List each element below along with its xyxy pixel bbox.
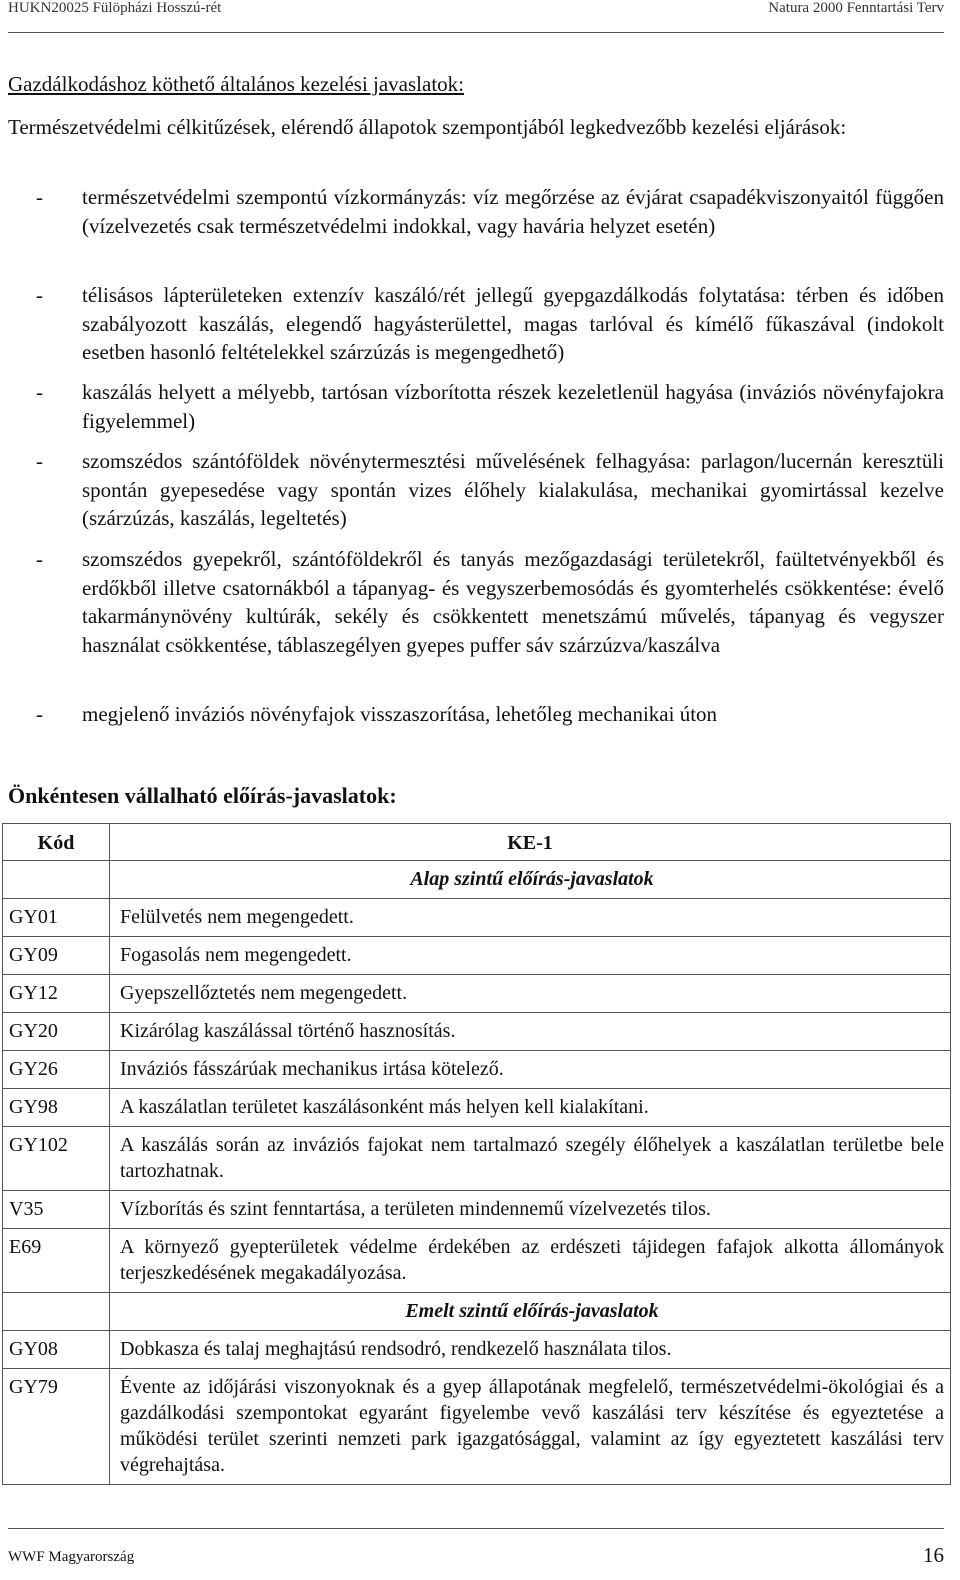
row-text: Dobkasza és talaj meghajtású rendsodró, rendkezelő használata tilos.	[110, 1331, 951, 1369]
bullet-dash: -	[36, 380, 43, 404]
list-item-text: szomszédos gyepekről, szántóföldekről és tanyás mezőgazdasági területekről, faültetvényekből és erdőkből illetve csatornákból a tápanyag- és vegyszerbemosódás és gyomterhelés csökkentése: évelő takarmánynövény kultúrák, sekély és csökkentett menetszámú művelés, tápanyag és vegyszer használat csökkentése, táblaszegélyen gyepes puffer sáv szárzúzva/kaszálva	[82, 547, 944, 657]
table-subheader-basic	[3, 861, 951, 899]
bullet-dash: -	[36, 283, 43, 307]
basic-proposals-title: Alap szintű előírás-javaslatok	[110, 861, 951, 899]
row-code: GY79	[3, 1369, 110, 1485]
table-row	[3, 899, 951, 937]
column-header-code-value: KE-1	[110, 824, 951, 861]
section-title: Gazdálkodáshoz köthető általános kezelési javaslatok:	[8, 72, 465, 96]
header-document-type: Natura 2000 Fenntartási Terv	[768, 0, 944, 16]
list-item	[8, 545, 944, 659]
row-code: GY98	[3, 1089, 110, 1127]
row-text: Kizárólag kaszálással történő hasznosítás.	[110, 1013, 951, 1051]
row-code: GY26	[3, 1051, 110, 1089]
voluntary-proposals-title: Önkéntesen vállalható előírás-javaslatok:	[8, 783, 397, 808]
header-document-id: HUKN20025 Fülöpházi Hosszú-rét	[8, 0, 222, 16]
row-text: Vízborítás és szint fenntartása, a területen mindennemű vízelvezetés tilos.	[110, 1191, 951, 1229]
table-row	[3, 975, 951, 1013]
table-row	[3, 1331, 951, 1369]
page-footer	[8, 1528, 944, 1573]
row-code: GY01	[3, 899, 110, 937]
list-item	[8, 700, 944, 729]
bullet-dash: -	[36, 185, 43, 209]
bullet-dash: -	[36, 449, 43, 473]
table-row	[3, 1013, 951, 1051]
bullet-dash: -	[36, 547, 43, 571]
table-row	[3, 937, 951, 975]
table-row	[3, 1127, 951, 1191]
row-text: Gyepszellőztetés nem megengedett.	[110, 975, 951, 1013]
row-text: Fogasolás nem megengedett.	[110, 937, 951, 975]
list-item-text: szomszédos szántóföldek növénytermesztési művelésének felhagyása: parlagon/lucernán keresztüli spontán gyepesedése vagy spontán vizes élőhely kialakulása, mechanikai gyomirtással kezelve (szárzúzás, kaszálás, legeltetés)	[82, 449, 944, 530]
row-text: A kaszálatlan területet kaszálásonként más helyen kell kialakítani.	[110, 1089, 951, 1127]
list-item-text: természetvédelmi szempontú vízkormányzás: víz megőrzése az évjárat csapadékviszonyaitól függően (vízelvezetés csak természetvédelmi indokkal, vagy havária helyzet esetén)	[82, 185, 944, 238]
intro-paragraph: Természetvédelmi célkitűzések, elérendő állapotok szempontjából legkedvezőbb kezelési eljárások:	[8, 115, 847, 139]
row-text: Felülvetés nem megengedett.	[110, 899, 951, 937]
row-code: GY08	[3, 1331, 110, 1369]
row-text: Inváziós fásszárúak mechanikus irtása kötelező.	[110, 1051, 951, 1089]
list-item	[8, 378, 944, 435]
row-code: GY20	[3, 1013, 110, 1051]
list-item-text: kaszálás helyett a mélyebb, tartósan vízborította részek kezeletlenül hagyása (inváziós növényfajokra figyelemmel)	[82, 380, 944, 433]
row-code: GY09	[3, 937, 110, 975]
table-subheader-advanced	[3, 1293, 951, 1331]
list-item	[8, 183, 944, 240]
proposals-table	[2, 823, 951, 1485]
footer-organization: WWF Magyarország	[8, 1549, 135, 1565]
row-text: A környező gyepterületek védelme érdekében az erdészeti tájidegen fafajok alkotta állományok terjeszkedésének megakadályozása.	[110, 1229, 951, 1293]
table-row	[3, 1089, 951, 1127]
list-item-text: megjelenő inváziós növényfajok visszaszorítása, lehetőleg mechanikai úton	[82, 702, 718, 726]
table-row	[3, 1369, 951, 1485]
table-row	[3, 1191, 951, 1229]
table-row	[3, 1229, 951, 1293]
advanced-proposals-title: Emelt szintű előírás-javaslatok	[110, 1293, 951, 1331]
list-item	[8, 447, 944, 533]
bullet-dash: -	[36, 702, 43, 726]
row-code: V35	[3, 1191, 110, 1229]
row-code: E69	[3, 1229, 110, 1293]
column-header-code: Kód	[3, 824, 110, 861]
row-text: Évente az időjárási viszonyoknak és a gyep állapotának megfelelő, természetvédelmi-ökológiai és a gazdálkodási szempontokat egyaránt figyelembe vevő kaszálási terv készítése és egyeztetése a működési terület szerinti nemzeti park igazgatósággal, valamint az így egyeztetett kaszálási terv végrehajtása.	[110, 1369, 951, 1485]
table-row	[3, 1051, 951, 1089]
row-text: A kaszálás során az inváziós fajokat nem tartalmazó szegély élőhelyek a kaszálatlan területbe bele tartozhatnak.	[110, 1127, 951, 1191]
list-item-text: télisásos lápterületeken extenzív kaszáló/rét jellegű gyepgazdálkodás folytatása: térben és időben szabályozott kaszálás, elegendő hagyásterülettel, magas tarlóval és kímélő fűkaszával (indokolt esetben hasonló feltételekkel szárzúzás is megengedhető)	[82, 283, 944, 364]
list-item	[8, 281, 944, 367]
row-code: GY102	[3, 1127, 110, 1191]
page-header	[8, 0, 944, 33]
page-number: 16	[923, 1543, 944, 1567]
row-code: GY12	[3, 975, 110, 1013]
table-header-row	[3, 824, 951, 861]
